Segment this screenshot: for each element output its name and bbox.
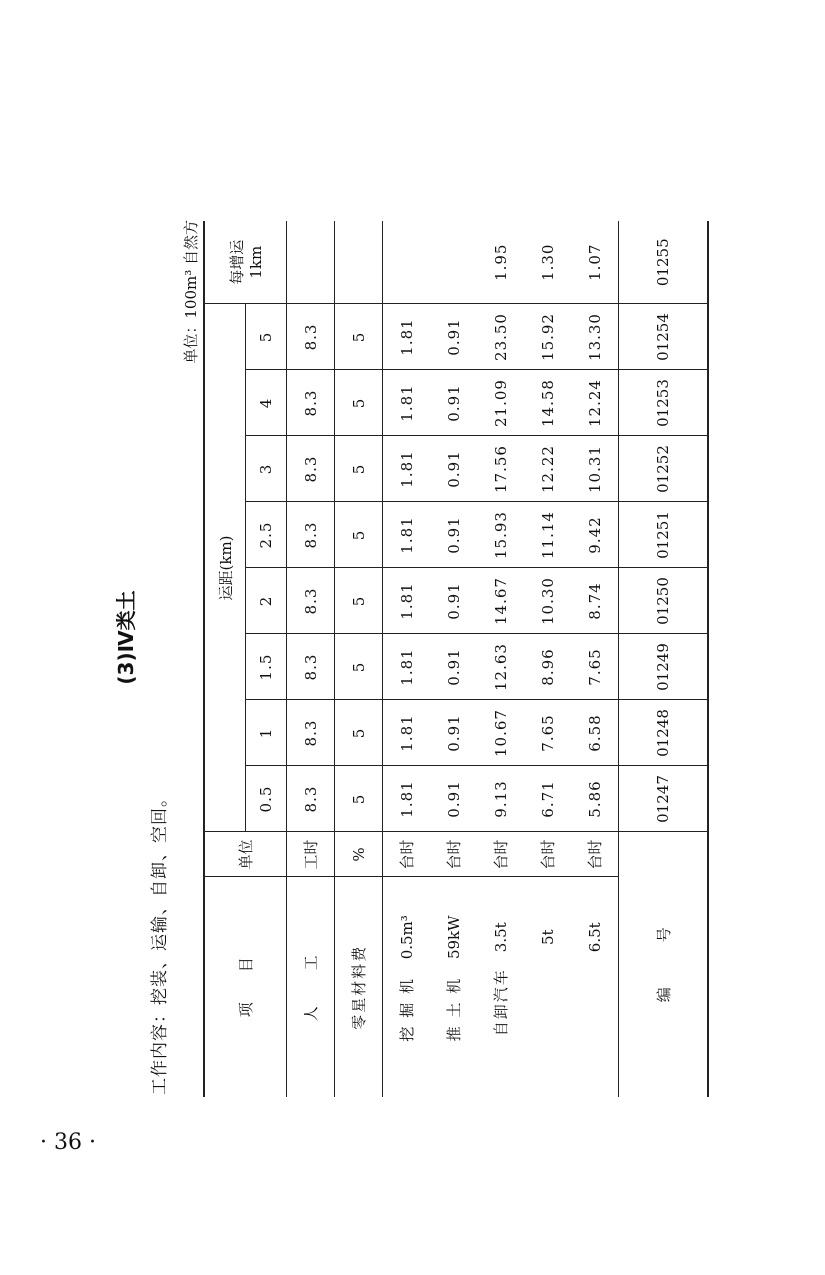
extra-cell: [335, 221, 383, 304]
table-row: [430, 221, 477, 1097]
header-item: 项 目: [204, 877, 287, 1097]
code-cell: 01253: [619, 370, 709, 436]
row-item: [430, 877, 477, 1097]
value-cell: 0.91: [430, 700, 477, 766]
table-row: [287, 221, 335, 1097]
value-cell: 8.3: [287, 766, 335, 832]
value-cell: 12.22: [524, 436, 571, 502]
value-cell: 9.42: [571, 502, 619, 568]
value-cell: 23.50: [477, 304, 524, 370]
value-cell: 8.96: [524, 634, 571, 700]
table-row: [524, 221, 571, 1097]
value-cell: 5.86: [571, 766, 619, 832]
extra-cell: 1.30: [524, 221, 571, 304]
value-cell: 5: [335, 436, 383, 502]
header-distance: 5: [246, 304, 287, 370]
value-cell: 15.93: [477, 502, 524, 568]
row-unit: 台时: [524, 832, 571, 877]
code-cell: 01254: [619, 304, 709, 370]
header-distance: 1: [246, 700, 287, 766]
row-spec: 0.5m³: [398, 915, 416, 960]
row-label: 推 土 机: [445, 976, 463, 1042]
value-cell: 5: [335, 304, 383, 370]
value-cell: 5: [335, 634, 383, 700]
table-row: [477, 221, 524, 1097]
extra-cell: [287, 221, 335, 304]
value-cell: 6.58: [571, 700, 619, 766]
extra-cell: [383, 221, 431, 304]
value-cell: 8.3: [287, 370, 335, 436]
row-spec: 5t: [538, 929, 557, 946]
value-cell: 12.24: [571, 370, 619, 436]
value-cell: 0.91: [430, 502, 477, 568]
value-cell: 7.65: [571, 634, 619, 700]
header-distance: 1.5: [246, 634, 287, 700]
value-cell: 5: [335, 700, 383, 766]
value-cell: 0.91: [430, 634, 477, 700]
code-cell: 01249: [619, 634, 709, 700]
value-cell: 13.30: [571, 304, 619, 370]
row-item: [571, 877, 619, 1097]
value-cell: 9.13: [477, 766, 524, 832]
row-label: 挖 掘 机: [398, 977, 416, 1042]
value-cell: 10.30: [524, 568, 571, 634]
value-cell: 10.67: [477, 700, 524, 766]
row-label: 人 工: [302, 953, 320, 1022]
extra-cell: [430, 221, 477, 304]
row-unit: 工时: [287, 832, 335, 877]
value-cell: 1.81: [383, 304, 431, 370]
value-cell: 0.91: [430, 370, 477, 436]
page-title: (3)Ⅳ类土: [114, 590, 138, 685]
row-item: [383, 877, 431, 1097]
extra-cell: 1.95: [477, 221, 524, 304]
work-content: 工作内容：挖装、运输、自卸、空回。: [150, 789, 170, 1095]
value-cell: 5: [335, 370, 383, 436]
value-cell: 1.81: [383, 568, 431, 634]
value-cell: 8.3: [287, 700, 335, 766]
value-cell: 15.92: [524, 304, 571, 370]
code-cell: 01252: [619, 436, 709, 502]
value-cell: 7.65: [524, 700, 571, 766]
table-body: [287, 221, 619, 1097]
code-cell: 01247: [619, 766, 709, 832]
quota-table: [203, 221, 709, 1097]
value-cell: 8.3: [287, 436, 335, 502]
value-cell: 0.91: [430, 304, 477, 370]
code-cell: 01250: [619, 568, 709, 634]
row-unit: 台时: [383, 832, 431, 877]
row-item: [335, 877, 383, 1097]
value-cell: 14.67: [477, 568, 524, 634]
row-unit: %: [335, 832, 383, 877]
value-cell: 8.3: [287, 568, 335, 634]
value-cell: 11.14: [524, 502, 571, 568]
row-label: 自卸汽车: [492, 968, 510, 1037]
value-cell: 21.09: [477, 370, 524, 436]
unit-note: 单位：100m³ 自然方: [182, 220, 200, 364]
value-cell: 1.81: [383, 436, 431, 502]
value-cell: 0.91: [430, 568, 477, 634]
row-label: 零星材料费: [350, 944, 368, 1030]
header-distance-group: 运距(km): [204, 304, 246, 832]
value-cell: 0.91: [430, 766, 477, 832]
value-cell: 1.81: [383, 370, 431, 436]
code-cell: 01248: [619, 700, 709, 766]
header-distance: 2: [246, 568, 287, 634]
value-cell: 8.74: [571, 568, 619, 634]
header-distance: 2.5: [246, 502, 287, 568]
value-cell: 0.91: [430, 436, 477, 502]
value-cell: 8.3: [287, 634, 335, 700]
value-cell: 14.58: [524, 370, 571, 436]
row-item: [524, 877, 571, 1097]
table-row: [383, 221, 431, 1097]
value-cell: 5: [335, 766, 383, 832]
header-unit: 单位: [204, 832, 287, 877]
value-cell: 5: [335, 568, 383, 634]
value-cell: 1.81: [383, 700, 431, 766]
value-cell: 6.71: [524, 766, 571, 832]
header-extra: 每增运 1km: [204, 221, 287, 304]
value-cell: 8.3: [287, 502, 335, 568]
extra-cell: 1.07: [571, 221, 619, 304]
page-number: · 36 ·: [40, 1130, 96, 1155]
value-cell: 10.31: [571, 436, 619, 502]
table-row: [571, 221, 619, 1097]
value-cell: 1.81: [383, 634, 431, 700]
row-item: [287, 877, 335, 1097]
row-item: [477, 877, 524, 1097]
value-cell: 5: [335, 502, 383, 568]
value-cell: 1.81: [383, 502, 431, 568]
code-cell: 01255: [619, 221, 709, 304]
row-unit: 台时: [571, 832, 619, 877]
value-cell: 12.63: [477, 634, 524, 700]
row-spec: 59kW: [445, 915, 463, 960]
header-distance: 4: [246, 370, 287, 436]
row-spec: 3.5t: [492, 922, 510, 953]
header-distance: 0.5: [246, 766, 287, 832]
row-spec: 6.5t: [585, 922, 604, 953]
value-cell: 8.3: [287, 304, 335, 370]
value-cell: 1.81: [383, 766, 431, 832]
table-row: [335, 221, 383, 1097]
row-unit: 台时: [477, 832, 524, 877]
code-label: 编 号: [619, 832, 709, 1097]
header-distance: 3: [246, 436, 287, 502]
code-cell: 01251: [619, 502, 709, 568]
value-cell: 17.56: [477, 436, 524, 502]
row-unit: 台时: [430, 832, 477, 877]
